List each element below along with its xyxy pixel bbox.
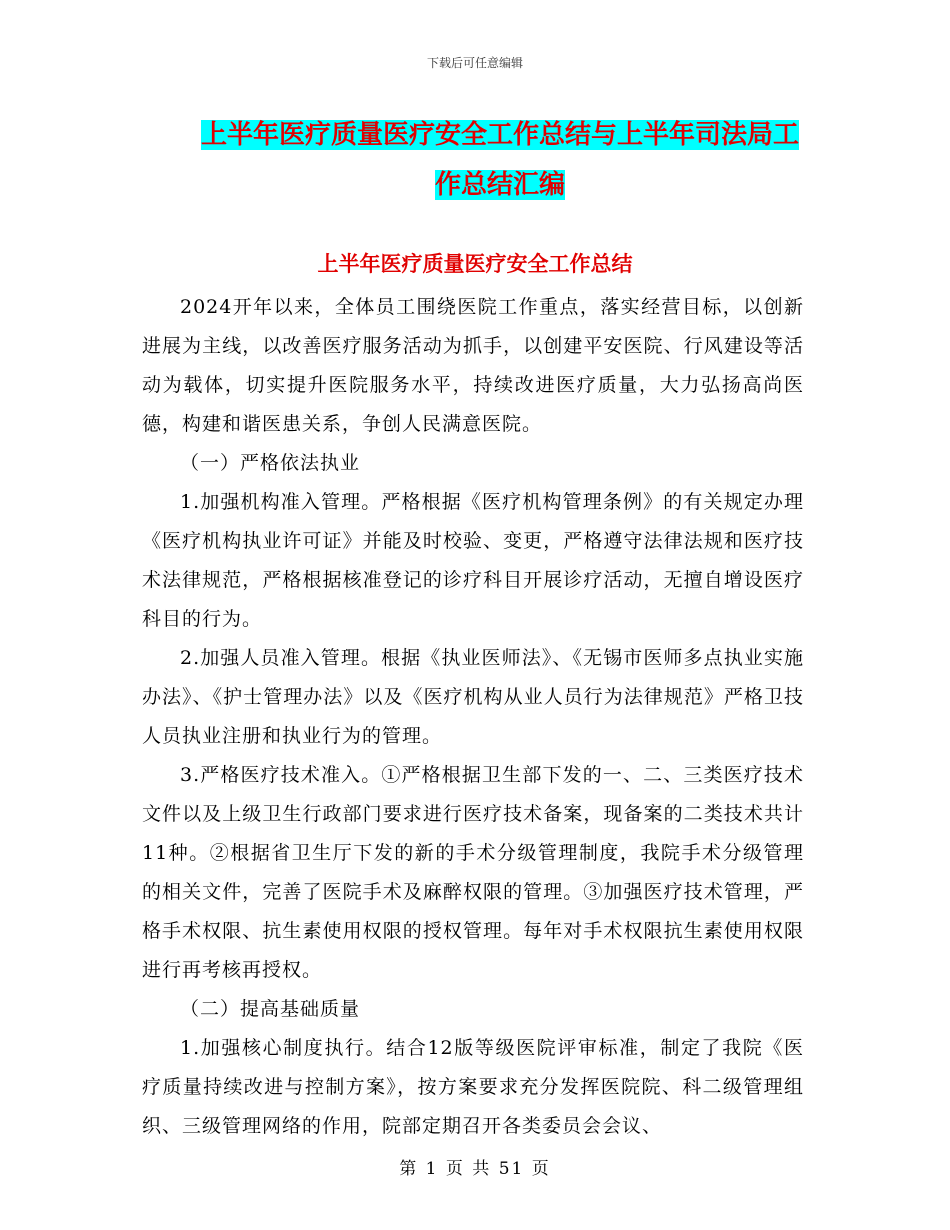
subheading: （二）提高基础质量 [180, 998, 361, 1020]
paragraph: 3.严格医疗技术准入。①严格根据卫生部下发的一、二、三类医疗技术文件以及上级卫生行政部门要求进行医疗技术备案，现备案的二类技术共计11种。②根据省卫生厅下发的新的手术分级管理制度，我院手术分级管理的相关文件，完善了医院手术及麻醉权限的管理。③加强医疗技术管理，严格手术权限、抗生素使用权限的授权管理。每年对手术权限抗生素使用权限进行再考核再授权。 [142, 764, 804, 981]
section-title: 上半年医疗质量医疗安全工作总结 [317, 252, 633, 276]
page-number-footer: 第 1 页 共 51 页 [399, 1159, 551, 1179]
document-title-text: 上半年医疗质量医疗安全工作总结与上半年司法局工作总结汇编 [200, 120, 799, 200]
document-body [142, 288, 804, 1146]
subheading: （一）严格依法执业 [180, 452, 361, 474]
page-header-note: 下载后可任意编辑 [426, 56, 523, 70]
paragraph: 1.加强核心制度执行。结合12版等级医院评审标准，制定了我院《医疗质量持续改进与控制方案》，按方案要求充分发挥医院院、科二级管理组织、三级管理网络的作用，院部定期召开各类委员会会议、 [142, 1037, 804, 1137]
document-title [190, 110, 810, 210]
paragraph: 2.加强人员准入管理。根据《执业医师法》、《无锡市医师多点执业实施办法》、《护士管理办法》以及《医疗机构从业人员行为法律规范》严格卫技人员执业注册和执业行为的管理。 [142, 647, 804, 747]
paragraph: 1.加强机构准入管理。严格根据《医疗机构管理条例》的有关规定办理《医疗机构执业许可证》并能及时校验、变更，严格遵守法律法规和医疗技术法律规范，严格根据核准登记的诊疗科目开展诊疗活动，无擅自增设医疗科目的行为。 [142, 491, 804, 630]
paragraph: 2024开年以来，全体员工围绕医院工作重点，落实经营目标，以创新进展为主线，以改善医疗服务活动为抓手，以创建平安医院、行风建设等活动为载体，切实提升医院服务水平，持续改进医疗质量，大力弘扬高尚医德，构建和谐医患关系，争创人民满意医院。 [142, 296, 804, 435]
